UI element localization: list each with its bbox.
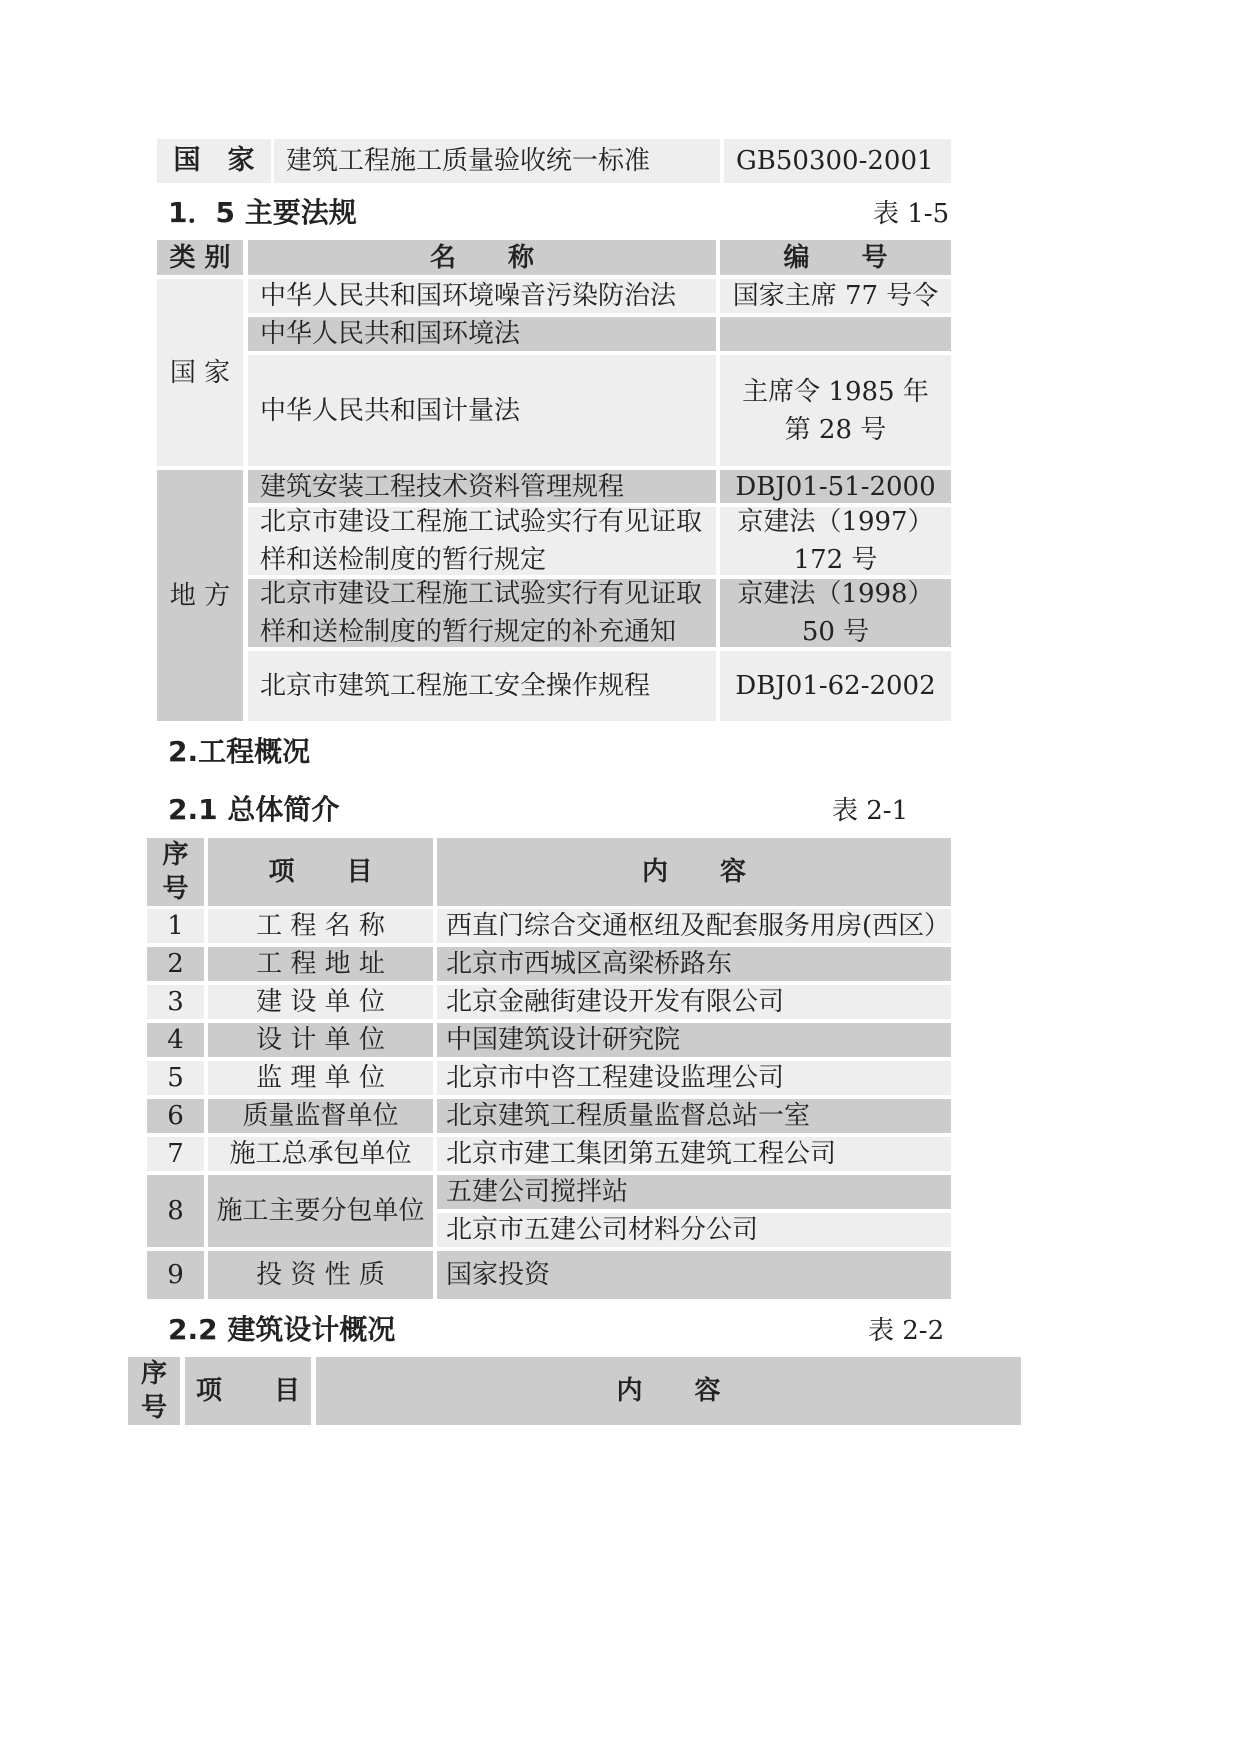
row-no: 7 [147, 1137, 204, 1171]
row-item: 工 程 地 址 [208, 947, 433, 981]
row-item: 工 程 名 称 [208, 909, 433, 943]
table-2-1-number: 表 2-1 [832, 796, 909, 826]
section-2-2-title: 2.2 建筑设计概况 [168, 1313, 396, 1346]
row-content: 北京建筑工程质量监督总站一室 [437, 1099, 951, 1133]
row-item: 设 计 单 位 [208, 1023, 433, 1057]
table-2-1-header-no [147, 838, 204, 906]
law-name [248, 579, 716, 647]
section-2-1-title: 2.1 总体简介 [168, 793, 340, 826]
row-content-secondary: 北京市五建公司材料分公司 [437, 1213, 951, 1247]
top-row-category: 国 家 [157, 139, 271, 183]
row-no: 6 [147, 1099, 204, 1133]
law-code: 京建法（1998） 50 号 [720, 579, 951, 647]
table-1-5-header-code: 编 号 [720, 240, 951, 275]
section-1-5-title: 1．5 主要法规 [168, 196, 357, 229]
law-name: 中华人民共和国计量法 [248, 355, 716, 466]
table-2-1-header-item: 项 目 [208, 838, 433, 906]
row-no: 5 [147, 1061, 204, 1095]
row-item: 监 理 单 位 [208, 1061, 433, 1095]
row-item: 建 设 单 位 [208, 985, 433, 1019]
row-item: 施工总承包单位 [208, 1137, 433, 1171]
row-content: 北京市西城区高梁桥路东 [437, 947, 951, 981]
row-item: 质量监督单位 [208, 1099, 433, 1133]
table-1-5-header-category: 类 别 [157, 240, 243, 275]
group-national: 国 家 [157, 279, 243, 466]
top-row-code: GB50300-2001 [724, 139, 951, 183]
row-content: 西直门综合交通枢纽及配套服务用房(西区） [437, 909, 951, 943]
row-content: 北京市中咨工程建设监理公司 [437, 1061, 951, 1095]
row-no: 1 [147, 909, 204, 943]
law-code: DBJ01-51-2000 [720, 470, 951, 503]
header-no-text: 序号 [162, 840, 189, 904]
row-no: 8 [147, 1175, 204, 1247]
table-1-5-number: 表 1-5 [873, 199, 950, 229]
row-content: 北京市建工集团第五建筑工程公司 [437, 1137, 951, 1171]
law-name: 北京市建筑工程施工安全操作规程 [248, 651, 716, 721]
row-no: 3 [147, 985, 204, 1019]
row-no: 2 [147, 947, 204, 981]
law-name: 中华人民共和国环境噪音污染防治法 [248, 279, 716, 313]
law-name-text: 北京市建设工程施工试验实行有见证取样和送检制度的暂行规定的补充通知 [260, 579, 703, 647]
row-content: 中国建筑设计研究院 [437, 1023, 951, 1057]
law-name [248, 507, 716, 575]
row-content: 五建公司搅拌站 [437, 1175, 951, 1209]
law-code: 京建法（1997） 172 号 [720, 507, 951, 575]
header-no-text: 序号 [140, 1359, 167, 1423]
law-code [720, 317, 951, 351]
table-2-1-header-content: 内 容 [437, 838, 951, 906]
section-2-title: 2.工程概况 [168, 735, 311, 768]
table-1-5-header-name: 名 称 [248, 240, 716, 275]
top-row-name: 建筑工程施工质量验收统一标准 [274, 139, 720, 183]
table-2-2-header-no [128, 1357, 180, 1425]
law-name: 中华人民共和国环境法 [248, 317, 716, 351]
law-name-text: 北京市建设工程施工试验实行有见证取样和送检制度的暂行规定 [260, 507, 703, 575]
group-local: 地 方 [157, 470, 243, 721]
table-2-2-header-content: 内 容 [316, 1357, 1021, 1425]
law-name: 建筑安装工程技术资料管理规程 [248, 470, 716, 503]
row-content: 国家投资 [437, 1251, 951, 1299]
table-2-2-header-item: 项 目 [185, 1357, 311, 1425]
row-item: 投 资 性 质 [208, 1251, 433, 1299]
row-no: 4 [147, 1023, 204, 1057]
row-content: 北京金融街建设开发有限公司 [437, 985, 951, 1019]
law-code: 主席令 1985 年 第 28 号 [720, 355, 951, 466]
row-no: 9 [147, 1251, 204, 1299]
law-code: DBJ01-62-2002 [720, 651, 951, 721]
table-2-2-number: 表 2-2 [868, 1316, 945, 1346]
row-item: 施工主要分包单位 [208, 1175, 433, 1247]
law-code: 国家主席 77 号令 [720, 279, 951, 313]
